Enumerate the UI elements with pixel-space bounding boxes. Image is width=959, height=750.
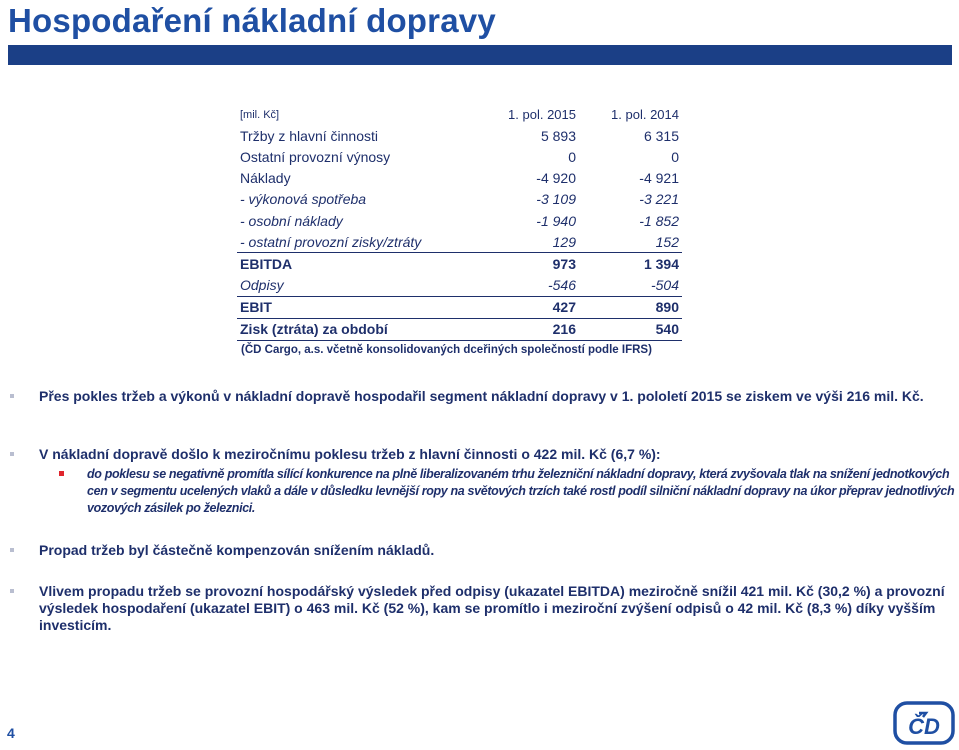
bullet-marker-icon <box>10 452 14 456</box>
sub-bullet-item <box>87 466 955 517</box>
row-value-2014: 6 315 <box>643 127 679 144</box>
row-value-2014: -1 852 <box>639 212 679 229</box>
financial-table <box>237 104 682 341</box>
row-label: Tržby z hlavní činnosti <box>240 127 378 144</box>
bullet-item <box>10 388 955 405</box>
logo-text: ČD <box>908 714 940 739</box>
row-label: Náklady <box>240 170 291 187</box>
row-label: Odpisy <box>237 275 502 297</box>
bullet-marker-icon <box>10 548 14 552</box>
row-label: - výkonová spotřeba <box>240 191 367 208</box>
row-value-2015: -546 <box>502 275 576 297</box>
row-label: EBITDA <box>240 255 293 272</box>
table-row <box>237 189 682 210</box>
row-value-2015: -1 940 <box>536 212 576 229</box>
row-value-2014: 540 <box>576 318 682 340</box>
bullet-text: V nákladní dopravě došlo k meziročnímu poklesu tržeb z hlavní činnosti o 422 mil. Kč (6,7 %): <box>39 446 661 462</box>
bullet-item <box>10 542 955 559</box>
table-row <box>237 210 682 231</box>
unit-label: [mil. Kč] <box>240 108 280 121</box>
table-row <box>237 168 682 189</box>
table-header-row <box>237 104 682 125</box>
row-label: - ostatní provozní zisky/ztráty <box>237 231 502 253</box>
row-label: - osobní náklady <box>240 212 343 229</box>
table-row <box>237 296 682 318</box>
row-value-2014: -3 221 <box>639 191 679 208</box>
bullet-item <box>10 446 955 463</box>
row-value-2015: -3 109 <box>536 191 576 208</box>
row-value-2015: 5 893 <box>540 127 576 144</box>
table-footnote: (ČD Cargo, a.s. včetně konsolidovaných dceřiných společností podle IFRS) <box>241 344 652 356</box>
column-header-2015: 1. pol. 2015 <box>508 107 576 123</box>
row-value-2014: 152 <box>576 231 682 253</box>
bullet-text: Vlivem propadu tržeb se provozní hospodářský výsledek před odpisy (ukazatel EBITDA) meziročně snížil 421 mil. Kč (30,2 %) a provozní výsledek hospodaření (ukazatel EBIT) o 463 mil. Kč (52 %), kam se promítlo i meziroční zvýšení odpisů o 42 mil. Kč (8,3 %) díky vyšším investicím. <box>39 583 945 633</box>
row-label: EBIT <box>240 299 272 316</box>
bullet-marker-icon <box>10 589 14 593</box>
table-row <box>237 253 682 275</box>
row-label: Zisk (ztráta) za období <box>237 318 502 340</box>
table-row <box>237 275 682 297</box>
row-value-2014: 890 <box>655 299 679 316</box>
column-header-2014: 1. pol. 2014 <box>611 107 679 123</box>
row-label: Ostatní provozní výnosy <box>240 148 391 165</box>
row-value-2015: 129 <box>502 231 576 253</box>
row-value-2014: -4 921 <box>639 170 679 187</box>
sub-bullet-text: do poklesu se negativně promítla sílící konkurence na plně liberalizovaném trhu železniční nákladní dopravy, která zvyšovala tlak na snížení jednotkových cen v segmentu ucelených vlaků a dále v důsledku levnější ropy na světových trzích také rostl podíl silniční nákladní dopravy na úkor přeprav jednotlivých vozových zásilek po železnici. <box>87 467 955 515</box>
bullet-text: Přes pokles tržeb a výkonů v nákladní dopravě hospodařil segment nákladní dopravy v 1. pololetí 2015 se ziskem ve výši 216 mil. Kč. <box>39 388 924 404</box>
row-value-2015: 0 <box>568 148 576 165</box>
row-value-2014: 0 <box>671 148 679 165</box>
sub-bullet-marker-icon <box>59 471 64 476</box>
title-bar <box>8 45 952 65</box>
table-row <box>237 146 682 167</box>
row-value-2015: 427 <box>552 299 576 316</box>
row-value-2015: -4 920 <box>536 170 576 187</box>
cd-logo-icon <box>893 701 955 750</box>
row-value-2014: 1 394 <box>643 255 679 272</box>
page-title: Hospodaření nákladní dopravy <box>8 2 496 39</box>
row-value-2015: 216 <box>502 318 576 340</box>
page-number: 4 <box>7 725 15 741</box>
table-row <box>237 318 682 340</box>
table-row <box>237 125 682 146</box>
row-value-2015: 973 <box>552 255 576 272</box>
cd-logo-svg <box>893 701 955 745</box>
table-row <box>237 231 682 253</box>
bullet-text: Propad tržeb byl částečně kompenzován snížením nákladů. <box>39 542 435 558</box>
bullet-item <box>10 583 955 634</box>
row-value-2014: -504 <box>576 275 682 297</box>
bullet-marker-icon <box>10 394 14 398</box>
